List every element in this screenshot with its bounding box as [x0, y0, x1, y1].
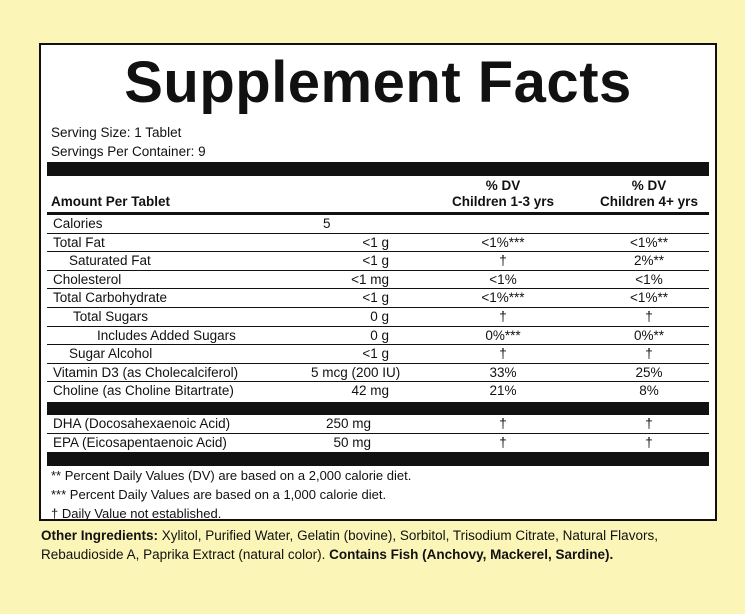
dv-children-4-plus-header: % DV Children 4+ yrs [600, 178, 698, 209]
nutrient-amount: 0 g [370, 309, 389, 324]
other-ingredients-text: Xylitol, Purified Water, Gelatin (bovine), Sorbitol, Trisodium Citrate, Natural Flavors, Rebaudioside A, Paprika Extract (natural color). [41, 528, 658, 562]
dv-children-1-3: 0%*** [485, 327, 521, 343]
servings-per-container: Servings Per Container: 9 [51, 144, 206, 159]
nutrient-name: Vitamin D3 (as Cholecalciferol) [53, 364, 239, 380]
nutrient-name: Cholesterol [53, 271, 122, 287]
dv-children-1-3: 21% [489, 383, 517, 399]
dv-children-4-plus: <1%** [630, 234, 668, 250]
table-row [53, 289, 709, 307]
table-row [53, 308, 709, 326]
nutrient-amount: 50 mg [333, 434, 371, 450]
dv-children-1-3: † [499, 416, 507, 431]
supplement-facts-panel [39, 43, 717, 521]
nutrient-name: Choline (as Choline Bitartrate) [53, 383, 234, 399]
nutrient-name: Sugar Alcohol [69, 346, 153, 362]
footnote: † Daily Value not established. [51, 506, 222, 521]
footnote: *** Percent Daily Values are based on a 1,000 calorie diet. [51, 487, 387, 502]
dv-children-1-3: † [499, 346, 507, 362]
dv-children-4-plus: 8% [639, 383, 659, 399]
dv-children-1-3: <1% [489, 271, 517, 287]
table-row [53, 382, 709, 400]
thick-divider [47, 162, 709, 176]
nutrient-name: DHA (Docosahexaenoic Acid) [53, 416, 231, 431]
table-row [53, 271, 709, 289]
nutrient-name: Total Sugars [73, 309, 149, 324]
dv-children-4-plus: <1%** [630, 290, 668, 306]
dv-children-1-3: † [499, 309, 507, 324]
nutrient-amount: <1 mg [351, 271, 389, 287]
table-row [53, 415, 709, 433]
nutrient-amount: 5 [323, 216, 331, 231]
serving-size: Serving Size: 1 Tablet [51, 125, 182, 140]
nutrient-amount: 250 mg [325, 416, 371, 431]
table-row [53, 327, 709, 345]
dv-children-4-plus: <1% [635, 271, 663, 287]
nutrient-amount: <1 g [362, 346, 389, 362]
nutrient-amount: <1 g [362, 253, 389, 269]
dv-children-4-plus: † [645, 309, 653, 324]
nutrient-amount: 42 mg [351, 383, 389, 399]
table-row [53, 345, 709, 363]
nutrient-amount: <1 g [362, 290, 389, 306]
dv-children-1-3-header: % DV Children 1-3 yrs [451, 178, 555, 209]
nutrient-name: Calories [53, 216, 103, 231]
other-ingredients [41, 527, 721, 564]
table-row [53, 252, 709, 270]
dv-children-1-3: † [499, 253, 507, 269]
nutrient-name: Total Carbohydrate [53, 290, 168, 306]
dv-children-4-plus: † [645, 434, 653, 450]
footnote: ** Percent Daily Values (DV) are based on a 2,000 calorie diet. [51, 468, 412, 483]
dv-children-1-3: <1%*** [481, 234, 525, 250]
dv-children-1-3: † [499, 434, 507, 450]
nutrient-name: Saturated Fat [69, 253, 151, 269]
dv-children-4-plus: 0%** [633, 327, 665, 343]
nutrient-name: Total Fat [53, 234, 105, 250]
dv-children-4-plus: † [645, 416, 653, 431]
nutrient-name: Includes Added Sugars [97, 327, 236, 343]
panel-title: Supplement Facts [124, 50, 632, 115]
thick-divider [47, 402, 709, 415]
table-row [53, 215, 709, 233]
nutrient-amount: <1 g [362, 234, 389, 250]
dv-children-4-plus: 25% [635, 364, 663, 380]
nutrient-amount: 0 g [370, 327, 389, 343]
dv-children-4-plus: 2%** [633, 253, 665, 269]
other-ingredients-label: Other Ingredients: [41, 528, 159, 543]
amount-per-header: Amount Per Tablet [51, 194, 171, 209]
table-row [53, 234, 709, 252]
thick-divider [47, 452, 709, 466]
dv-children-4-plus: † [645, 346, 653, 362]
allergen-statement: Contains Fish (Anchovy, Mackerel, Sardine). [329, 546, 614, 562]
table-row [53, 434, 709, 452]
dv-children-1-3: 33% [489, 364, 517, 380]
dv-children-1-3: <1%*** [481, 290, 525, 306]
nutrient-amount: 5 mcg (200 IU) [311, 364, 401, 380]
table-row [53, 364, 709, 382]
nutrient-name: EPA (Eicosapentaenoic Acid) [53, 434, 227, 450]
